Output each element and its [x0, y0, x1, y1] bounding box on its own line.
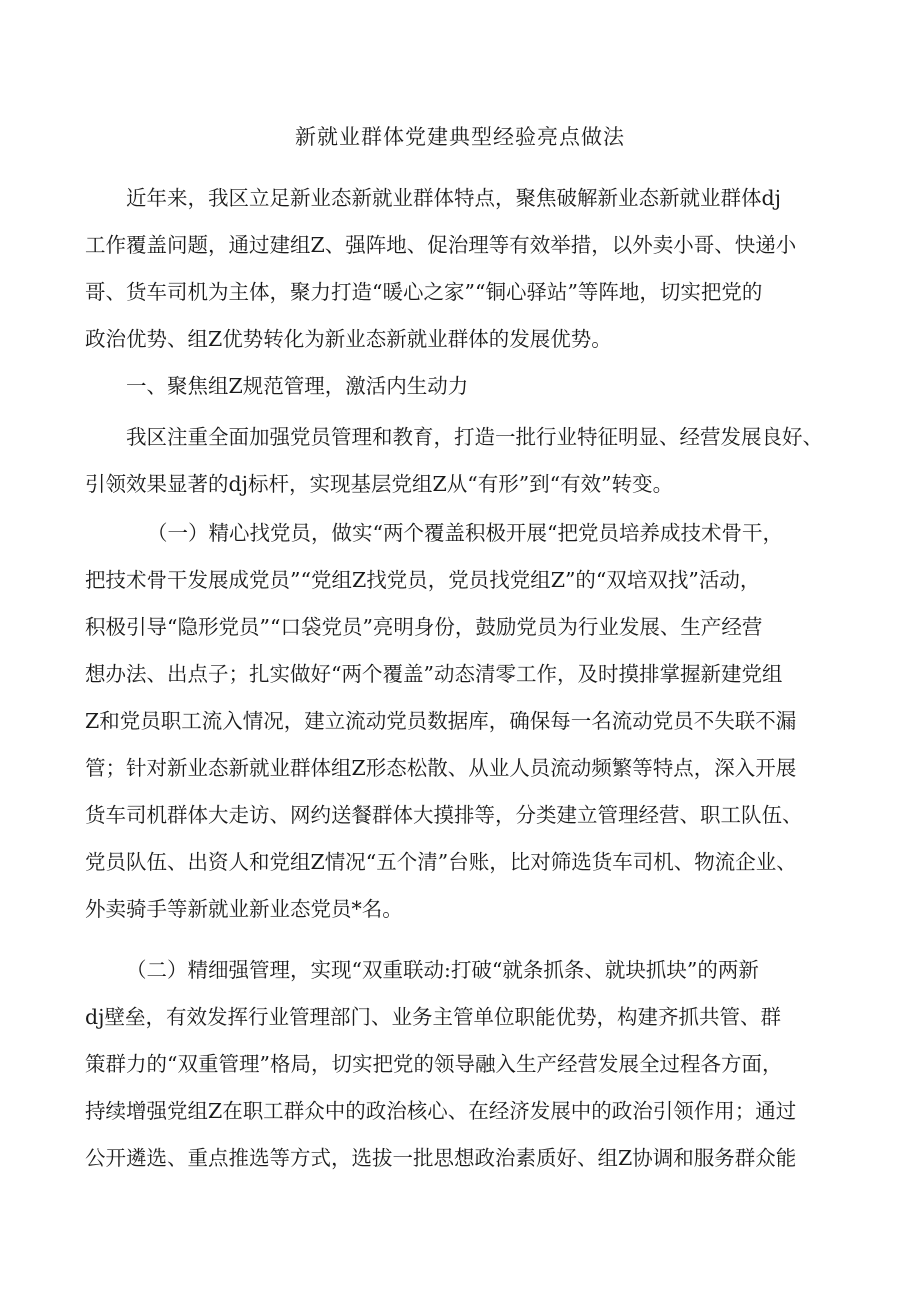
paragraph-line: 工作覆盖问题，通过建组Z、强阵地、促治理等有效举措，以外卖小哥、快递小 — [85, 233, 797, 257]
paragraph-line: 货车司机群体大走访、网约送餐群体大摸排等，分类建立管理经营、职工队伍、 — [85, 803, 803, 827]
paragraph-line: 想办法、出点子；扎实做好“两个覆盖”动态清零工作，及时摸排掌握新建党组 — [85, 662, 783, 686]
document-title: 新就业群体党建典型经验亮点做法 — [295, 125, 625, 149]
paragraph-line: 管；针对新业态新就业群体组Z形态松散、从业人员流动频繁等特点，深入开展 — [85, 756, 797, 780]
paragraph-intro — [85, 175, 845, 363]
paragraph-line: 政治优势、组Z优势转化为新业态新就业群体的发展优势。 — [85, 327, 612, 351]
paragraph-line: 公开遴选、重点推选等方式，选拔一批思想政治素质好、组Z协调和服务群众能 — [85, 1146, 797, 1170]
paragraph-line: （二）精细强管理，实现“双重联动:打破“就条抓条、就块抓块”的两新 — [126, 958, 759, 982]
paragraph-section-1 — [85, 414, 845, 508]
paragraph-line: 外卖骑手等新就业新业态党员*名。 — [85, 897, 403, 921]
paragraph-line: 把技术骨干发展成党员”“党组Z找党员，党员找党组Z”的“双培双找”活动， — [85, 568, 761, 592]
paragraph-line: 我区注重全面加强党员管理和教育，打造一批行业特征明显、经营发展良好、 — [126, 425, 823, 449]
paragraph-line: （一）精心找党员，做实“两个覆盖积极开展“把党员培养成技术骨干， — [147, 521, 783, 545]
paragraph-line: 党员队伍、出资人和党组Z情况“五个清”台账，比对筛选货车司机、物流企业、 — [85, 850, 797, 874]
paragraph-line: 哥、货车司机为主体，聚力打造“暖心之家”“铜心驿站”等阵地，切实把党的 — [85, 280, 763, 304]
paragraph-subsection-1 — [85, 510, 845, 933]
paragraph-line: 积极引导“隐形党员”“口袋党员”亮明身份，鼓励党员为行业发展、生产经营 — [85, 615, 763, 639]
paragraph-line: Z和党员职工流入情况，建立流动党员数据库，确保每一名流动党员不失联不漏 — [85, 709, 797, 733]
paragraph-subsection-2 — [85, 947, 845, 1182]
paragraph-line: 引领效果显著的dj标杆，实现基层党组Z从“有形”到“有效”转变。 — [85, 472, 674, 496]
paragraph-line: dj壁垒，有效发挥行业管理部门、业务主管单位职能优势，构建齐抓共管、群 — [85, 1005, 781, 1029]
heading-line: 一、聚焦组Z规范管理，激活内生动力 — [126, 374, 469, 398]
section-heading — [85, 363, 845, 410]
paragraph-line: 持续增强党组Z在职工群众中的政治核心、在经济发展中的政治引领作用；通过 — [85, 1099, 797, 1123]
paragraph-line: 策群力的“双重管理”格局，切实把党的领导融入生产经营发展全过程各方面， — [85, 1052, 783, 1076]
paragraph-line: 近年来，我区立足新业态新就业群体特点，聚焦破解新业态新就业群体dj — [126, 186, 781, 210]
